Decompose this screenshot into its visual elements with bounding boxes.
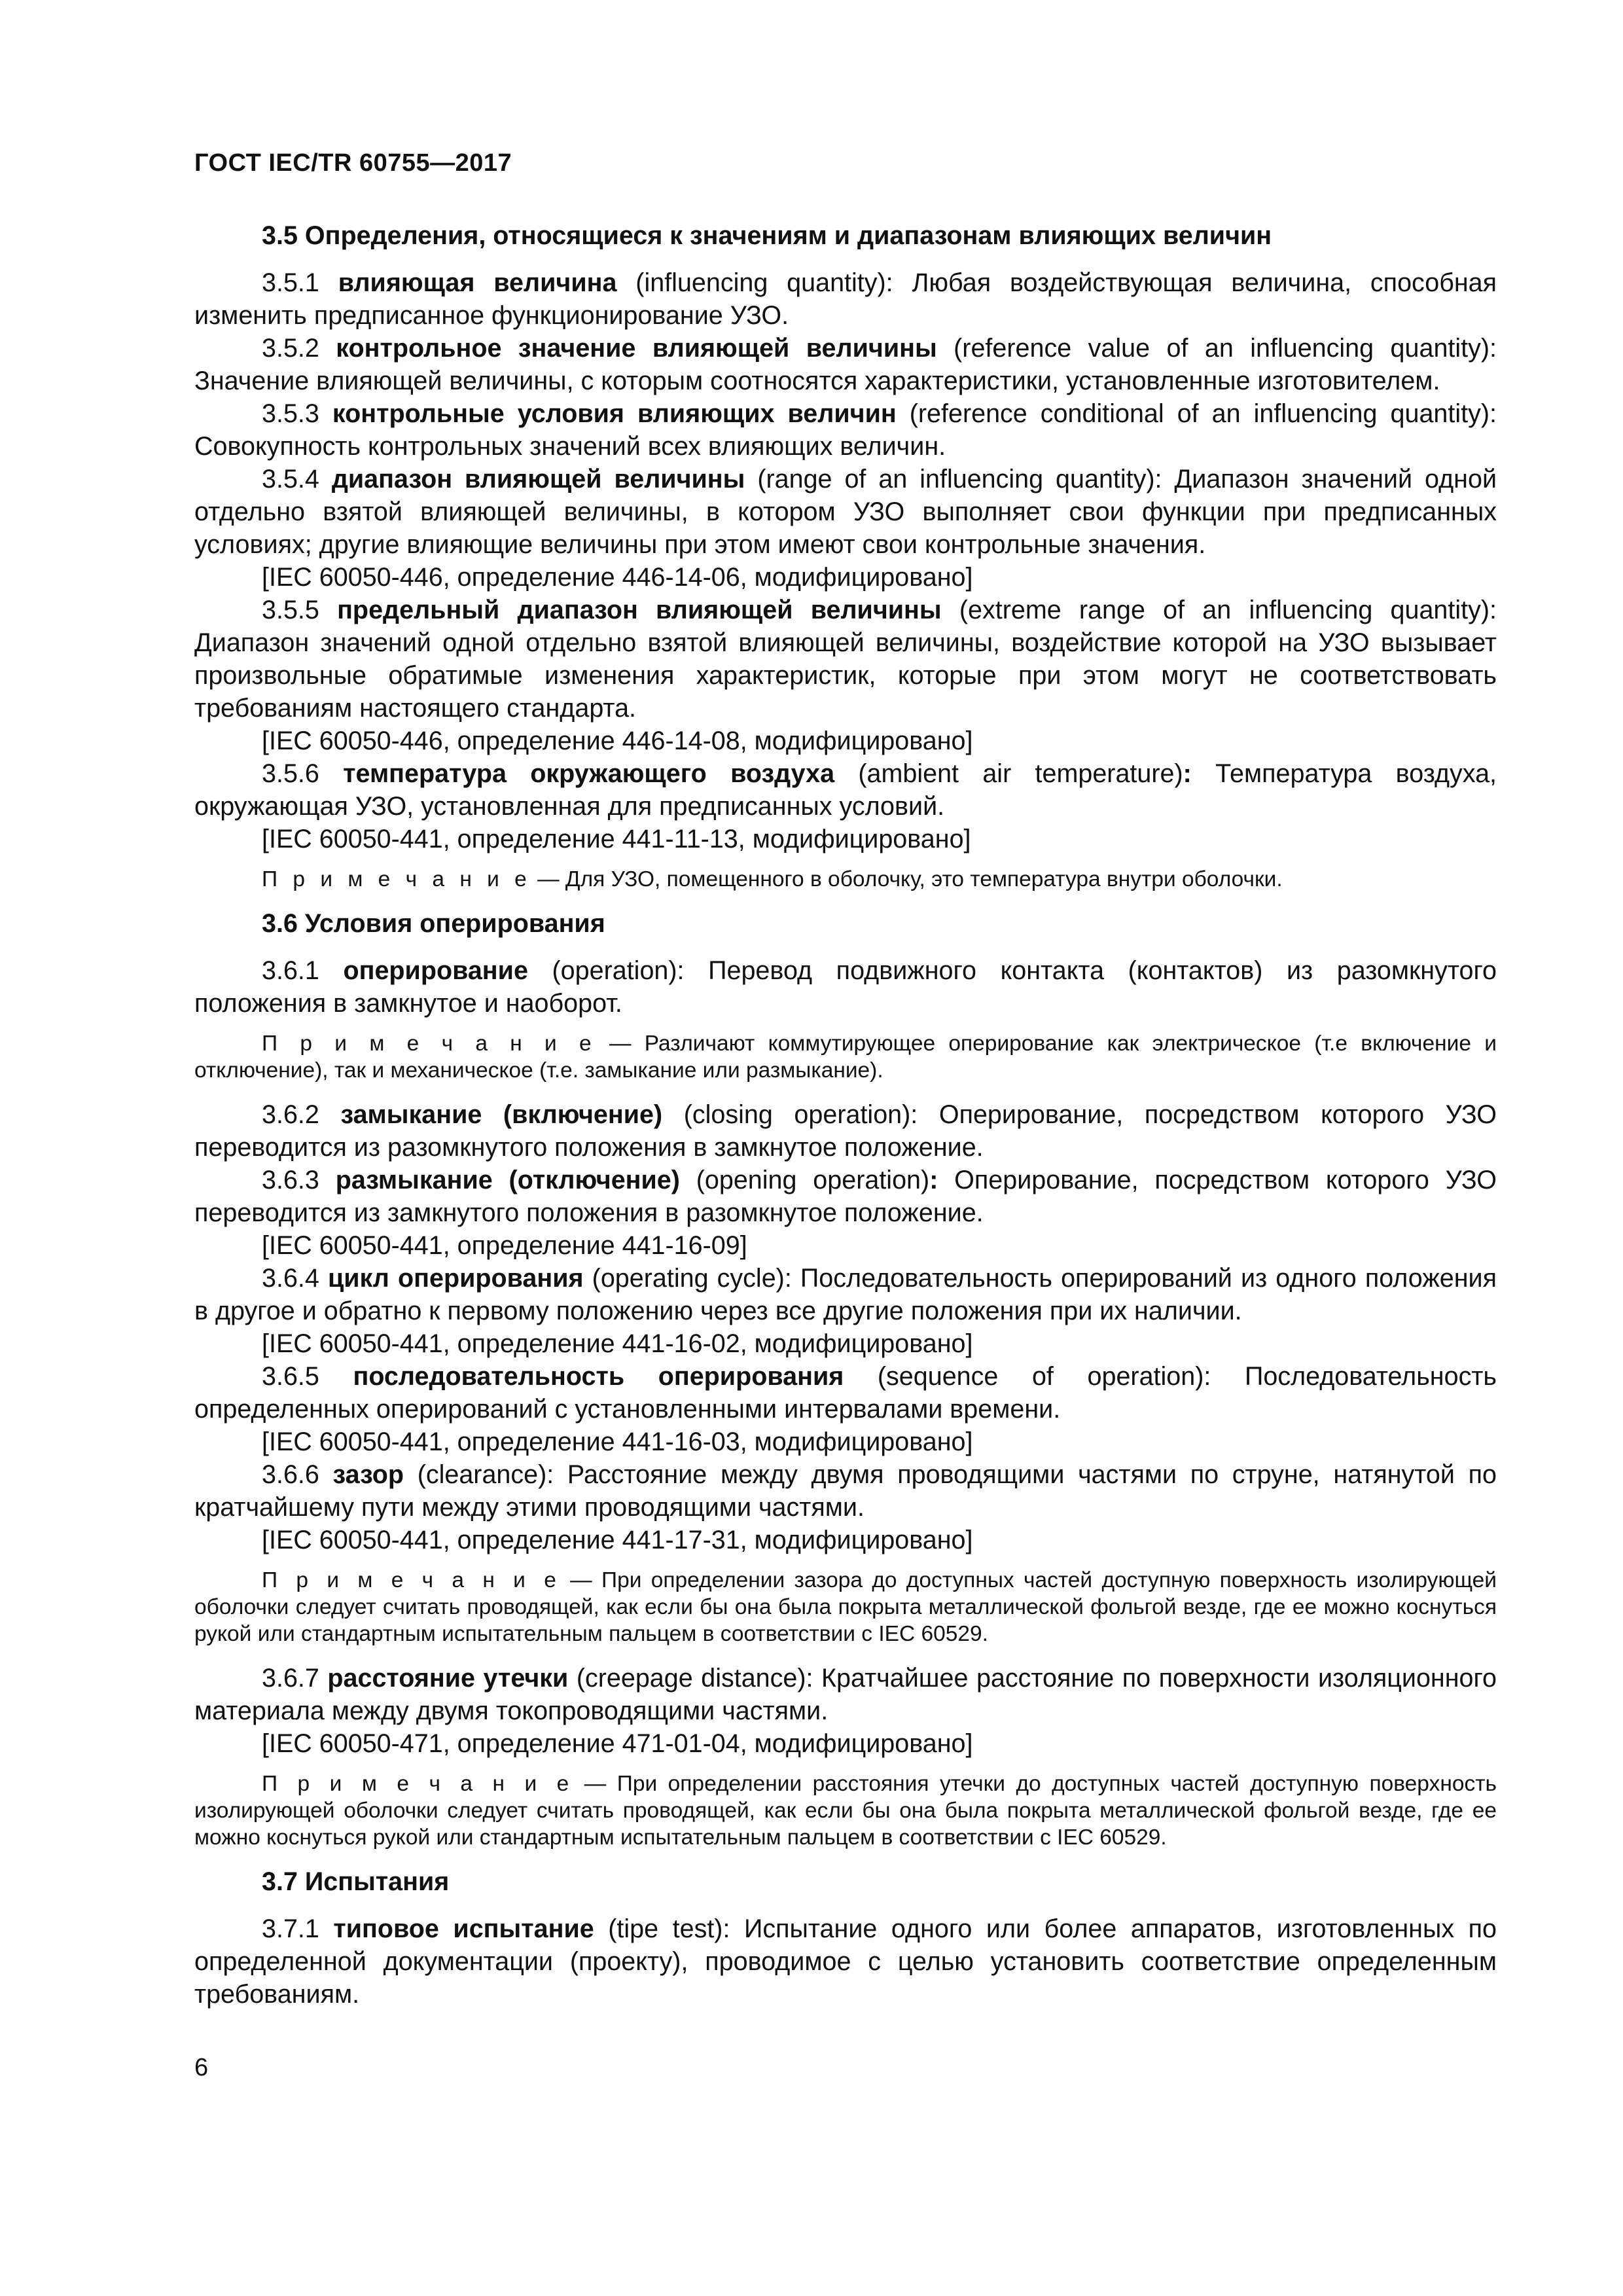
term-3-5-5: 3.5.5 предельный диапазон влияющей величины (extreme range of an influencing quantity): Диапазон значений одной отдельно взятой влияющей величины, воздействие которой на УЗО вызывает произвольные обратимые изменения характеристик, которые при этом могут не соответствовать требованиям настоящего стандарта. (194, 596, 1497, 723)
source-reference: [IEC 60050-446, определение 446-14-06, модифицировано] (262, 563, 973, 592)
term-3-5-4: 3.5.4 диапазон влияющей величины (range of an influencing quantity): Диапазон значений одной отдельно взятой влияющей величины, в котором УЗО выполняет свои функции при предписанных условиях; другие влияющие величины при этом имеют свои контрольные значения. (194, 465, 1497, 559)
term-3-5-6: 3.5.6 температура окружающего воздуха (ambient air temperature): Температура воздуха, окружающая УЗО, установленная для предписанных условий. (194, 759, 1497, 821)
term-3-6-4: 3.6.4 цикл оперирования (operating cycle): Последовательность оперирований из одного положения в другое и обратно к первому положению через все другие положения при их наличии. (194, 1264, 1497, 1325)
term-3-7-1: 3.7.1 типовое испытание (tipe test): Испытание одного или более аппаратов, изготовленных по определенной документации (проекту), проводимое с целью установить соответствие определенным требованиям. (194, 1914, 1497, 2009)
source-reference: [IEC 60050-441, определение 441-16-03, модифицировано] (262, 1427, 973, 1456)
standard-designation-header: ГОСТ IEC/TR 60755—2017 (194, 149, 512, 177)
term-3-5-2: 3.5.2 контрольное значение влияющей величины (reference value of an influencing quantity): Значение влияющей величины, с которым соотносятся характеристики, установленные изготовителем. (194, 334, 1497, 395)
term-3-6-3: 3.6.3 размыкание (отключение) (opening operation): Оперирование, посредством которого УЗО переводится из замкнутого положения в разомкнутое положение. (194, 1166, 1497, 1227)
source-reference: [IEC 60050-441, определение 441-16-02, модифицировано] (262, 1329, 973, 1358)
source-reference: [IEC 60050-441, определение 441-16-09] (262, 1231, 747, 1260)
source-reference: [IEC 60050-446, определение 446-14-08, модифицировано] (262, 726, 973, 755)
section-heading-3-7: 3.7 Испытания (262, 1867, 450, 1896)
term-3-6-5: 3.6.5 последовательность оперирования (sequence of operation): Последовательность определенных оперирований с установленными интервалами времени. (194, 1362, 1497, 1424)
page-number: 6 (194, 2054, 209, 2081)
section-heading-3-6: 3.6 Условия оперирования (262, 909, 605, 938)
term-3-5-3: 3.5.3 контрольные условия влияющих величин (reference conditional of an influencing quantity): Совокупность контрольных значений всех влияющих величин. (194, 399, 1497, 461)
note-3-5-6: П р и м е ч а н и е — Для УЗО, помещенного в оболочку, это температура внутри оболочки. (262, 867, 1283, 891)
source-reference: [IEC 60050-441, определение 441-17-31, модифицировано] (262, 1526, 973, 1554)
term-3-5-1: 3.5.1 влияющая величина (influencing quantity): Любая воздействующая величина, способная изменить предписанное функционирование УЗО. (194, 268, 1497, 330)
term-3-6-2: 3.6.2 замыкание (включение) (closing operation): Оперирование, посредством которого УЗО переводится из разомкнутого положения в замкнутое положение. (194, 1100, 1497, 1162)
note-3-6-7: П р и м е ч а н и е — При определении расстояния утечки до доступных частей доступную поверхность изолирующей оболочки следует считать проводящей, как если бы она была покрыта металлической фольгой везде, где ее можно коснуться рукой или стандартным испытательным пальцем в соответствии с IEC 60529. (194, 1772, 1497, 1850)
source-reference: [IEC 60050-441, определение 441-11-13, модифицировано] (262, 825, 971, 853)
source-reference: [IEC 60050-471, определение 471-01-04, модифицировано] (262, 1729, 973, 1758)
section-heading-3-5: 3.5 Определения, относящиеся к значениям и диапазонам влияющих величин (262, 221, 1272, 250)
note-3-6-1: П р и м е ч а н и е — Различают коммутирующее оперирование как электрическое (т.е включение и отключение), так и механическое (т.е. замыкание или размыкание). (194, 1031, 1497, 1083)
document-body (194, 219, 1497, 2011)
term-3-6-6: 3.6.6 зазор (clearance): Расстояние между двумя проводящими частями по струне, натянутой по кратчайшему пути между этими проводящими частями. (194, 1460, 1497, 1522)
note-3-6-6: П р и м е ч а н и е — При определении зазора до доступных частей доступную поверхность изолирующей оболочки следует считать проводящей, как если бы она была покрыта металлической фольгой везде, где ее можно коснуться рукой или стандартным испытательным пальцем в соответствии с IEC 60529. (194, 1568, 1497, 1646)
term-3-6-1: 3.6.1 оперирование (operation): Перевод подвижного контакта (контактов) из разомкнутого положения в замкнутое и наоборот. (194, 956, 1497, 1018)
term-3-6-7: 3.6.7 расстояние утечки (creepage distance): Кратчайшее расстояние по поверхности изоляционного материала между двумя токопроводящими частями. (194, 1664, 1497, 1725)
